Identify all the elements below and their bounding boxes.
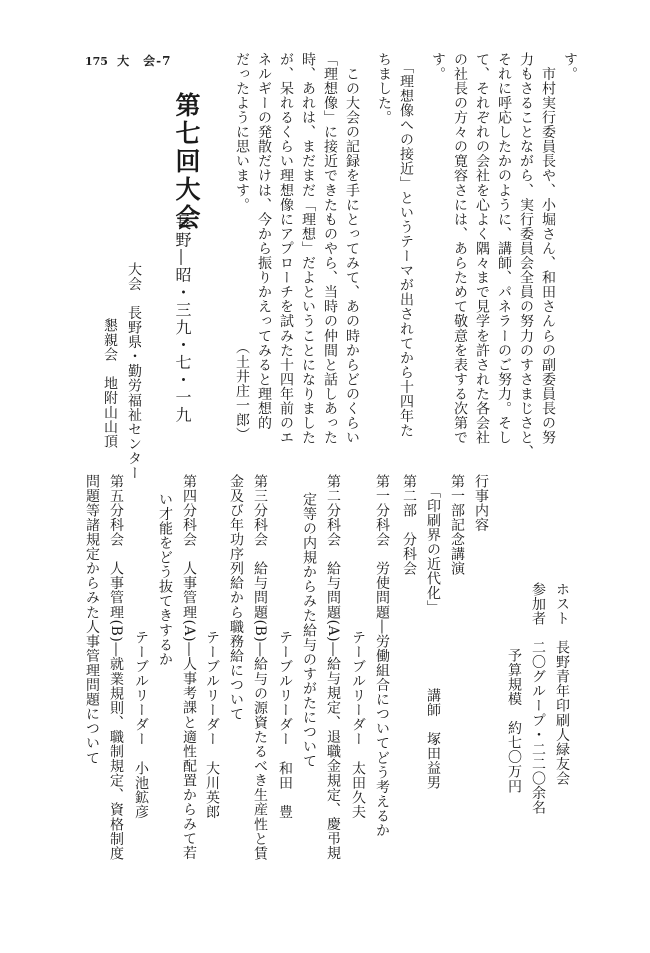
essay-line: 時、あれは、まだまだ「理想」だよということになりました: [300, 52, 316, 445]
event-subtitle: 長野―昭・三九・七・一九: [173, 214, 192, 424]
session-3-leader: テーブルリーダー 大川英郎: [204, 630, 220, 820]
essay-line: ちました。: [376, 52, 392, 125]
essay-line: ネルギーの発散だけは、今から振りかえってみると理想的: [256, 52, 272, 431]
essay-line: 力もさることながら、実行委員会全員の努力のすさまじさと、: [518, 52, 534, 460]
session-2-leader: テーブルリーダー 和田 豊: [277, 630, 293, 820]
page-number: 175: [85, 55, 108, 68]
program-heading: 行事内容: [473, 474, 489, 533]
session-5-continued: 問題等諸規定からみた人事管理問題について: [84, 474, 100, 765]
section-label: 大 会-7: [117, 54, 172, 68]
essay-line: が、呆れるくらい理想像にアプローチを試みた十四年前のエ: [278, 52, 294, 445]
essay-signature: （土井庄一郎）: [234, 340, 250, 442]
session-1-leader: テーブルリーダー 太田久夫: [350, 630, 366, 820]
program-part1: 第一部記念講演: [449, 474, 465, 576]
event-title: 第七回大会: [172, 92, 201, 232]
host-info: ホスト 長野青年印刷人緑友会: [554, 582, 570, 786]
session-4-title: 第四分科会 人事管理(A)―人事考課と適性配置からみて若: [181, 474, 197, 861]
session-4-leader: テーブルリーダー 小池鉱彦: [133, 630, 149, 820]
essay-line: 「理想像への接近」というテーマが出されてから十四年た: [398, 52, 414, 438]
event-social: 懇親会 地附山山頂: [102, 318, 118, 449]
event-venue: 大会 長野県・勤労福祉センター: [126, 262, 142, 481]
running-header: [85, 52, 172, 69]
essay-line: この大会の記録を手にとってみて、あの時からどのくらい: [344, 52, 360, 445]
budget-info: 予算規模 約七〇万円: [506, 648, 522, 794]
essay-line: の社長の方々の寛容さには、あらためて敬意を表する次第で: [452, 52, 468, 445]
participants-info: 参加者 二〇グループ・二二〇余名: [530, 582, 546, 815]
lecturer: 講師 塚田益男: [425, 688, 441, 790]
session-5-title: 第五分科会 人事管理(B)―就業規則、職制規定、資格制度: [108, 474, 124, 861]
essay-line: す。: [562, 52, 578, 82]
essay-line: す。: [430, 52, 446, 82]
session-2-continued: 定等の内規からみた給与のすがたについて: [301, 492, 317, 769]
session-1-title: 第一分科会 労使問題―労働組合についてどう考えるか: [374, 474, 390, 838]
essay-line: て、それぞれの会社を心よく隅々まで見学を許された各会社: [474, 52, 490, 445]
program-part2: 第二部 分科会: [401, 474, 417, 576]
session-3-continued: 金及び年功序列給から職務給について: [228, 474, 244, 722]
essay-line: それに呼応したかのように、講師、パネラーのご努力。そし: [496, 52, 512, 445]
essay-line: だったように思います。: [234, 52, 250, 213]
lecture-title: 「印刷界の近代化」: [425, 484, 441, 615]
essay-line: 市村実行委員長や、小堀さん、和田さんらの副委員長の努: [540, 52, 556, 445]
session-2-title: 第二分科会 給与問題(A)―給与規定、退職金規定、慶弔規: [325, 474, 341, 861]
essay-line: 「理想像」に接近できたものやら、当時の仲間と話しあった: [322, 52, 338, 445]
session-4-continued: い才能をどう抜てきするか: [157, 492, 173, 667]
session-3-title: 第三分科会 給与問題(B)―給与の源資たるべき生産性と賃: [252, 474, 268, 861]
